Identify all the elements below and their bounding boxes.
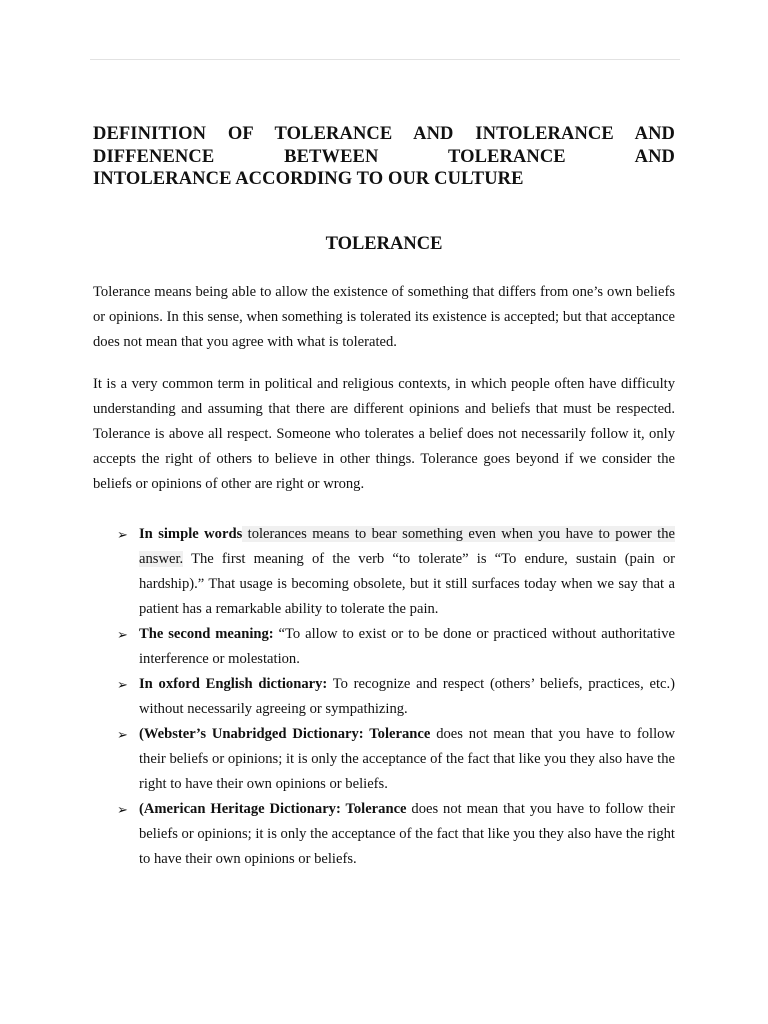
header-divider <box>90 59 680 60</box>
document-title <box>93 123 675 191</box>
list-item-body: “To allow to exist or to be done or practiced without authoritative interference or molestation. <box>139 626 675 667</box>
arrowhead-bullet-icon: ➢ <box>117 677 128 692</box>
list-item-text <box>139 797 675 872</box>
list-item-text <box>139 672 675 722</box>
arrowhead-bullet-icon: ➢ <box>117 802 128 817</box>
list-item-body: does not mean that you have to follow their beliefs or opinions; it is only the acceptance of the fact that like you they also have the right to have their own opinions or beliefs. <box>139 726 675 792</box>
list-item-text <box>139 722 675 797</box>
list-item-lead: (American Heritage Dictionary: Tolerance <box>139 801 407 817</box>
list-item-text <box>139 522 675 622</box>
list-item-lead: The second meaning: <box>139 626 274 642</box>
list-item-lead: In oxford English dictionary: <box>139 676 328 692</box>
list-item-lead: In simple words <box>139 526 243 542</box>
paragraph-context: It is a very common term in political and religious contexts, in which people often have difficulty understanding and assuming that there are different opinions and beliefs that must be respected. Tolerance is above all respect. Someone who tolerates a belief does not necessarily follow it, only accepts the right of others to believe in other things. Tolerance goes beyond if we consider the beliefs or opinions of other are right or wrong. <box>93 376 675 492</box>
title-line-3: INTOLERANCE ACCORDING TO OUR CULTURE <box>93 169 524 189</box>
list-item <box>0 722 768 797</box>
arrowhead-bullet-icon: ➢ <box>117 627 128 642</box>
list-item <box>0 797 768 872</box>
section-heading: TOLERANCE <box>325 234 443 254</box>
list-item-body: To recognize and respect (others’ beliefs, practices, etc.) without necessarily agreeing or sympathizing. <box>139 676 675 717</box>
list-item <box>0 622 768 672</box>
arrowhead-bullet-icon: ➢ <box>117 727 128 742</box>
list-item-body: does not mean that you have to follow their beliefs or opinions; it is only the acceptance of the fact that like you they also have the right to have their own opinions or beliefs. <box>139 801 675 867</box>
list-item <box>0 522 768 622</box>
definition-list <box>0 522 768 872</box>
title-line-2: DIFFENENCE BETWEEN TOLERANCE AND <box>93 146 675 167</box>
paragraph-definition: Tolerance means being able to allow the existence of something that differs from one’s own beliefs or opinions. In this sense, when something is tolerated its existence is accepted; but that acceptance does not mean that you agree with what is tolerated. <box>93 284 675 350</box>
list-item-body: The first meaning of the verb “to tolerate” is “To endure, sustain (pain or hardship).” That usage is becoming obsolete, but it still surfaces today when we say that a patient has a remarkable ability to tolerate the pain. <box>139 551 675 617</box>
list-item-text <box>139 622 675 672</box>
highlighted-text: tolerances means to bear something even when you have to power the answer. <box>139 526 675 567</box>
list-item-lead: (Webster’s Unabridged Dictionary: Tolerance <box>139 726 431 742</box>
list-item <box>0 672 768 722</box>
title-line-1: DEFINITION OF TOLERANCE AND INTOLERANCE AND <box>93 124 675 144</box>
arrowhead-bullet-icon: ➢ <box>117 527 128 542</box>
